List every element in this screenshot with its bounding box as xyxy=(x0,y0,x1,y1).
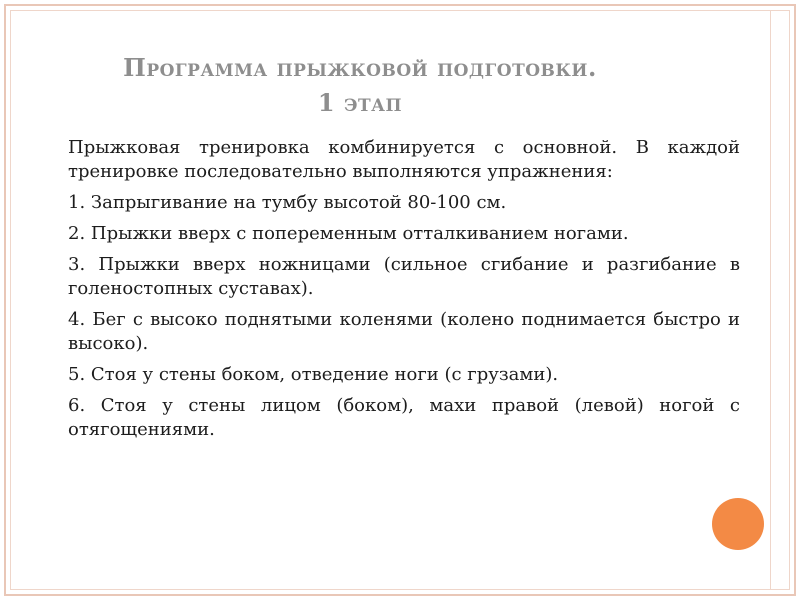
orange-circle-decoration xyxy=(712,498,764,550)
exercise-item-2: 2. Прыжки вверх с попеременным отталкиванием ногами. xyxy=(68,223,629,244)
exercise-item-6: 6. Стоя у стены лицом (боком), махи правой (левой) ногой с отягощениями. xyxy=(68,395,740,440)
slide-title xyxy=(60,50,660,120)
slide-body xyxy=(68,136,740,449)
slide-side-rule xyxy=(770,10,771,590)
exercise-item-4: 4. Бег с высоко поднятыми коленями (колено поднимается быстро и высоко). xyxy=(68,309,740,354)
exercise-item-5: 5. Стоя у стены боком, отведение ноги (с грузами). xyxy=(68,364,559,385)
intro-paragraph: Прыжковая тренировка комбинируется с основной. В каждой тренировке последовательно выполняются упражнения: xyxy=(68,137,740,182)
exercise-item-1: 1. Запрыгивание на тумбу высотой 80-100 см. xyxy=(68,192,507,213)
slide-title-line-2: 1 этап xyxy=(317,88,403,117)
exercise-item-3: 3. Прыжки вверх ножницами (сильное сгибание и разгибание в голеностопных суставах). xyxy=(68,254,740,299)
slide-title-line-1: Программа прыжковой подготовки. xyxy=(123,53,597,82)
